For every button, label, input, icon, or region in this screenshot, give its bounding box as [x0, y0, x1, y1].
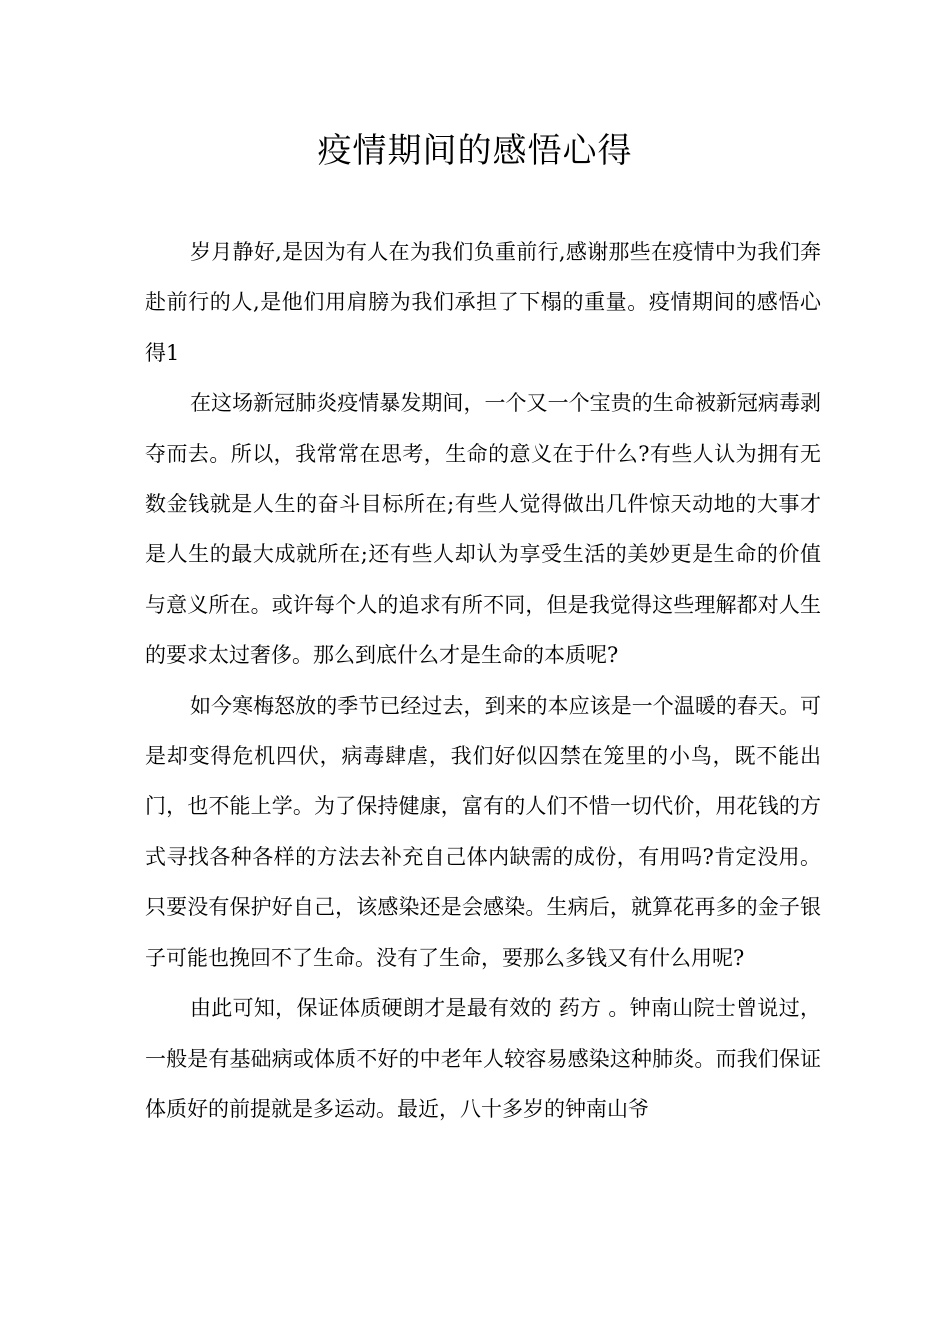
- document-body: [145, 227, 821, 1134]
- paragraph-health-remedy: 由此可知，保证体质硬朗才是最有效的 药方 。钟南山院士曾说过，一般是有基础病或体质不好的中老年人较容易感染这种肺炎。而我们保证体质好的前提就是多运动。最近，八十多岁的钟南山爷: [145, 996, 821, 1121]
- paragraph-spring-epidemic: 如今寒梅怒放的季节已经过去，到来的本应该是一个温暖的春天。可是却变得危机四伏，病毒肆虐，我们好似囚禁在笼里的小鸟，既不能出门，也不能上学。为了保持健康，富有的人们不惜一切代价，用花钱的方式寻找各种各样的方法去补充自己体内缺需的成份，有用吗?肯定没用。只要没有保护好自己，该感染还是会感染。生病后，就算花再多的金子银子可能也挽回不了生命。没有了生命，要那么多钱又有什么用呢?: [145, 693, 821, 970]
- document-title: 疫情期间的感悟心得: [317, 131, 633, 171]
- paragraph-intro: 岁月静好,是因为有人在为我们负重前行,感谢那些在疫情中为我们奔赴前行的人,是他们用肩膀为我们承担了下榻的重量。疫情期间的感悟心得1: [145, 240, 821, 365]
- paragraph-meaning-of-life: 在这场新冠肺炎疫情暴发期间，一个又一个宝贵的生命被新冠病毒剥夺而去。所以，我常常在思考，生命的意义在于什么?有些人认为拥有无数金钱就是人生的奋斗目标所在;有些人觉得做出几件惊天动地的大事才是人生的最大成就所在;还有些人却认为享受生活的美妙更是生命的价值与意义所在。或许每个人的追求有所不同，但是我觉得这些理解都对人生的要求太过奢侈。那么到底什么才是生命的本质呢?: [145, 391, 821, 668]
